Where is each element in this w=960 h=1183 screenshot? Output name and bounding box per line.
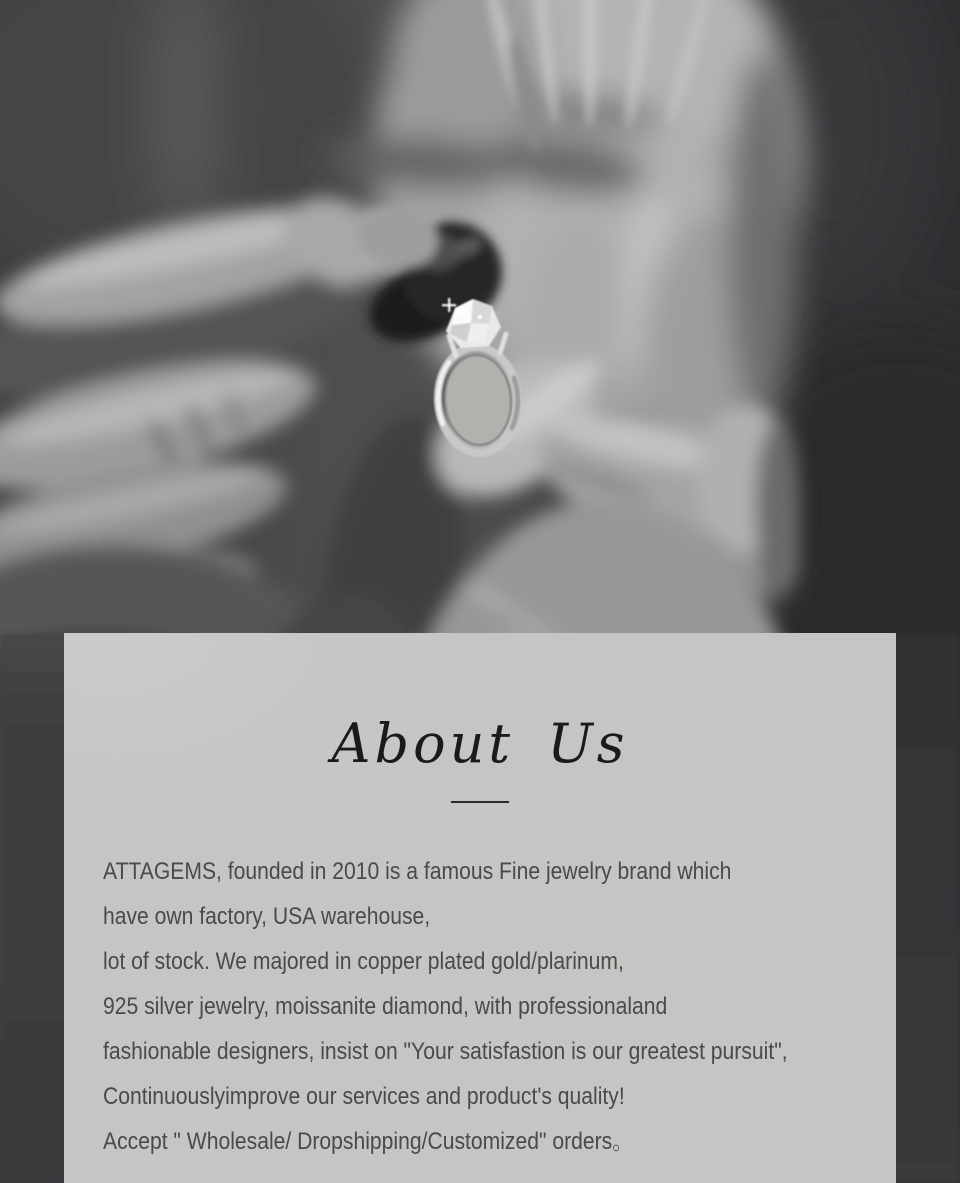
about-line: fashionable designers, insist on "Your satisfastion is our greatest pursuit", xyxy=(103,1038,788,1065)
title-divider xyxy=(451,801,509,803)
about-line: 925 silver jewelry, moissanite diamond, with professionaland xyxy=(103,993,668,1020)
about-us-card xyxy=(64,633,896,1183)
about-us-text xyxy=(64,849,896,1164)
about-line: Continuouslyimprove our services and product's quality! xyxy=(103,1083,625,1110)
about-line: lot of stock. We majored in copper plated gold/plarinum, xyxy=(103,948,624,975)
about-us-title: About Us xyxy=(331,712,629,775)
about-line: have own factory, USA warehouse, xyxy=(103,903,431,930)
about-line: ATTAGEMS, founded in 2010 is a famous Fine jewelry brand which xyxy=(103,858,732,885)
about-line: Accept " Wholesale/ Dropshipping/Customized" orders。 xyxy=(103,1128,634,1155)
